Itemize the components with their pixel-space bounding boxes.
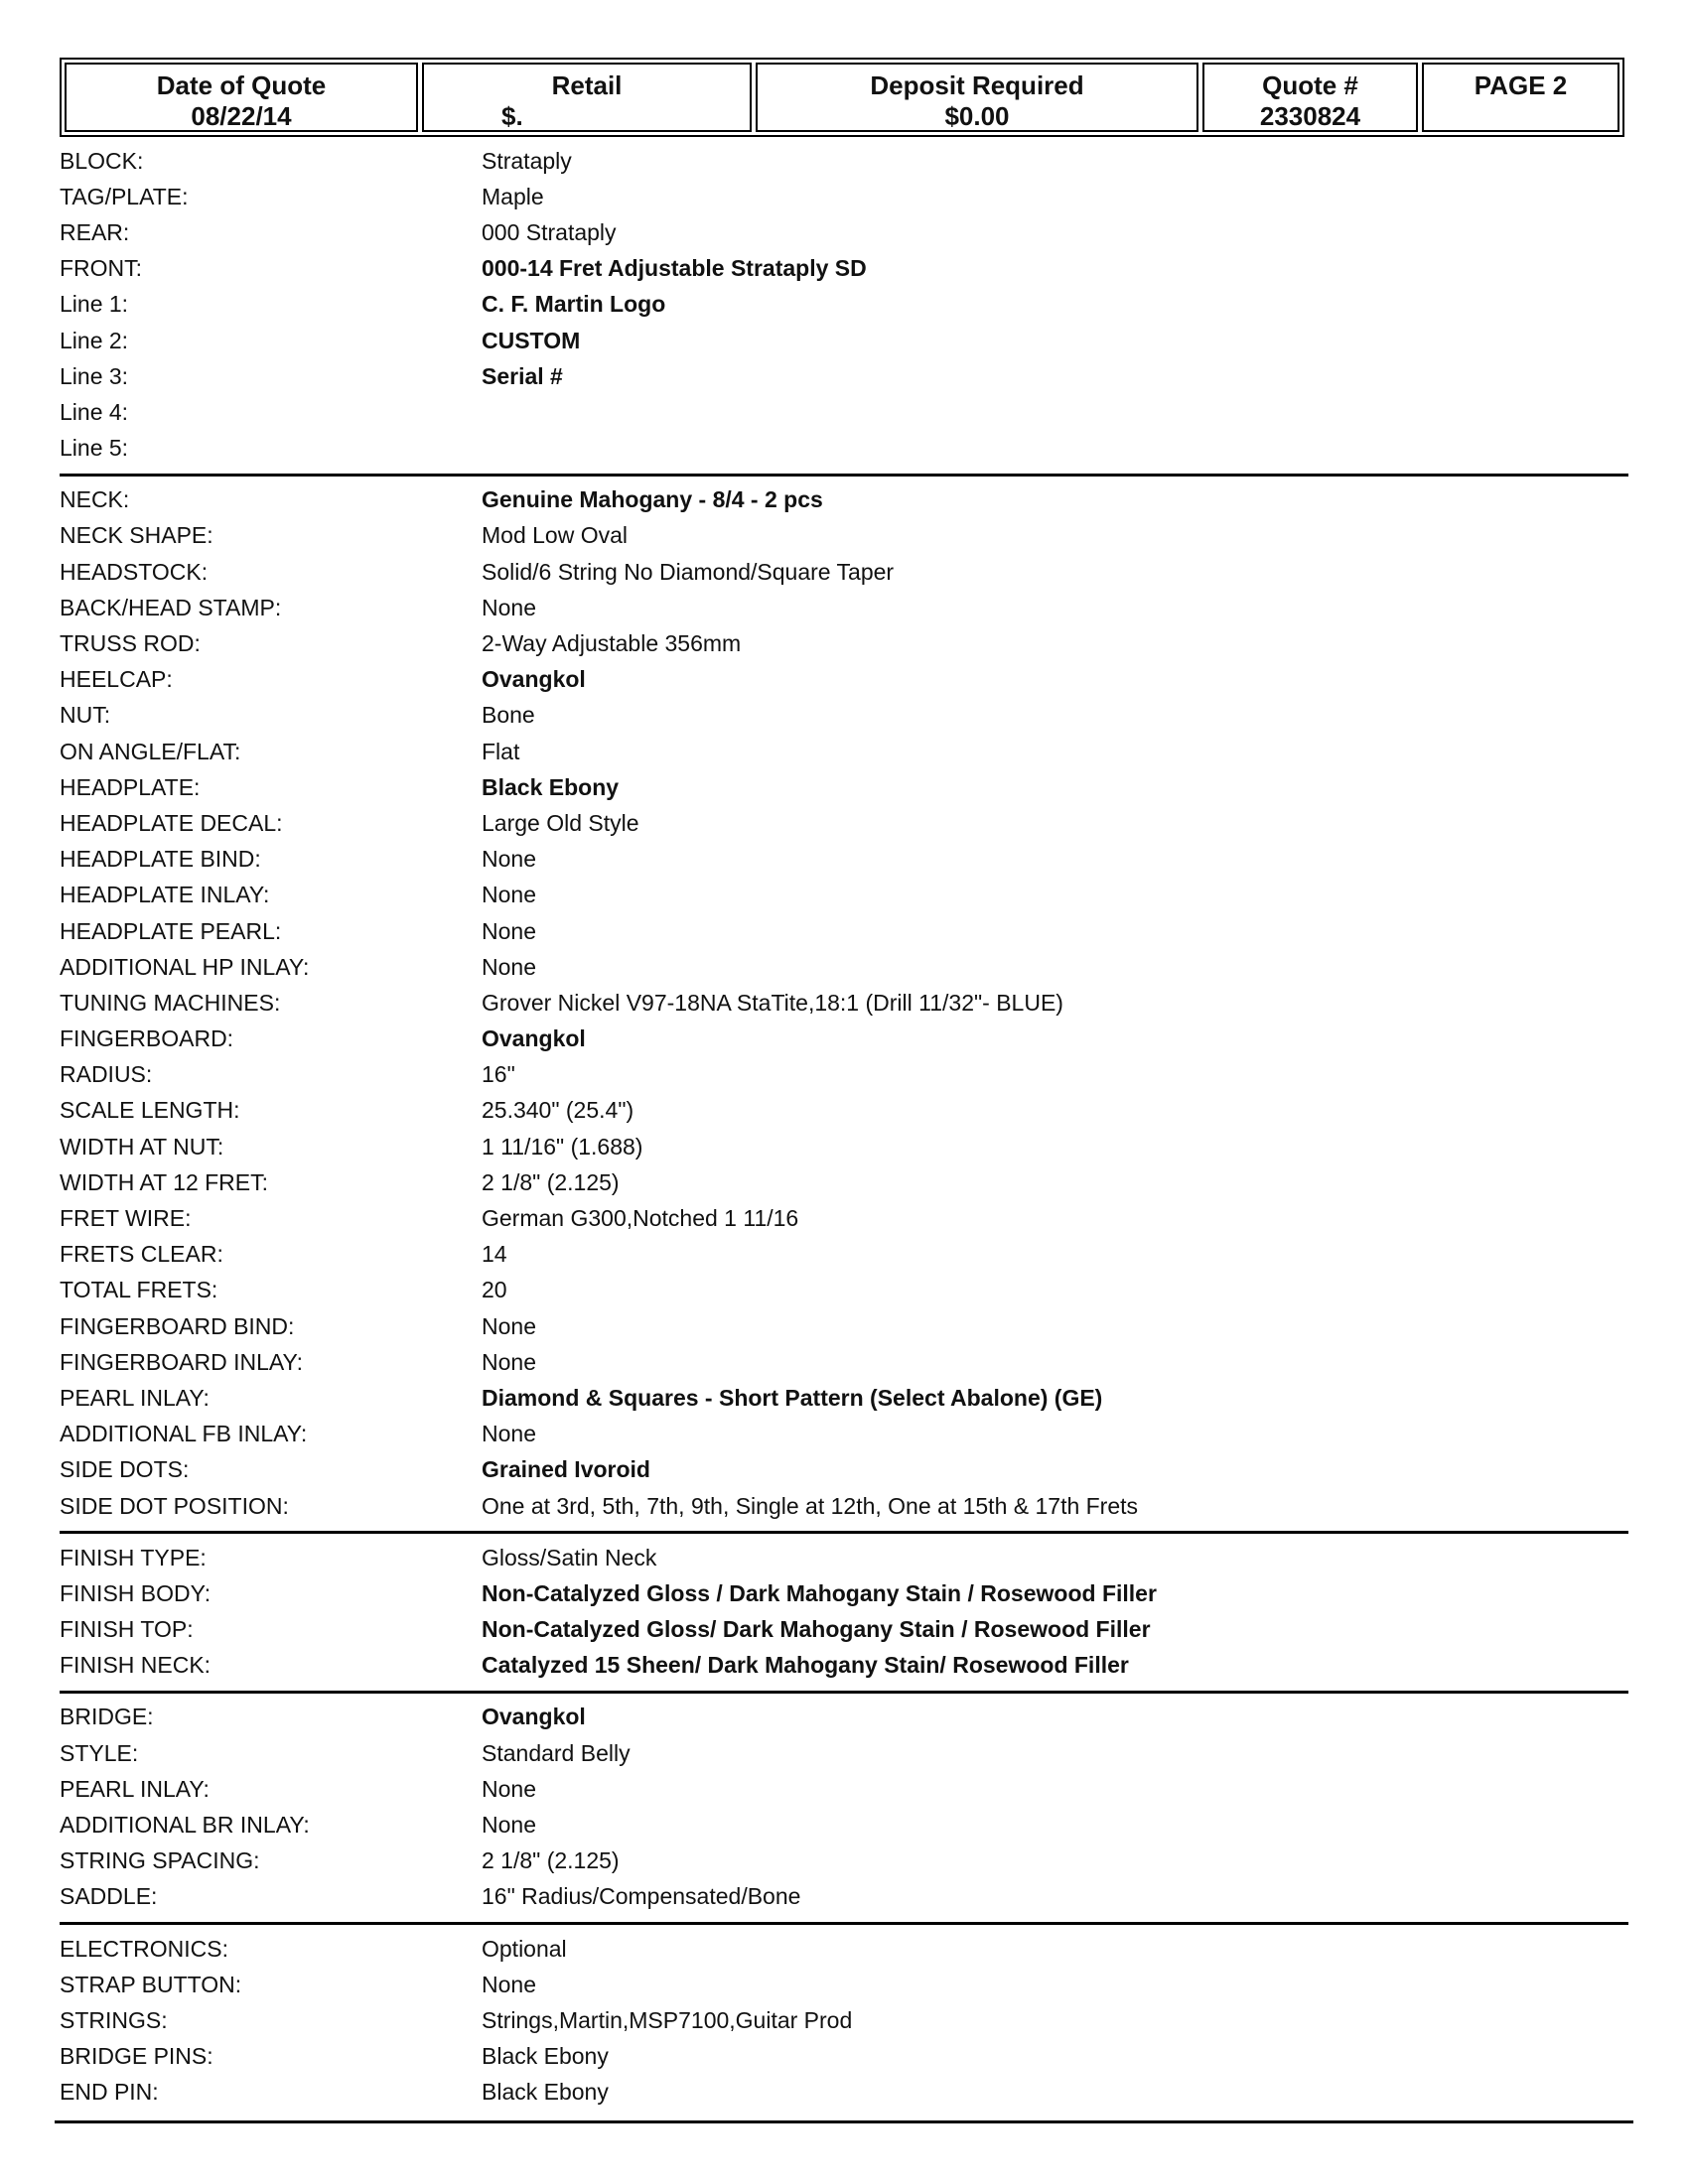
spec-row bbox=[60, 842, 1628, 878]
spec-row bbox=[60, 394, 1628, 430]
spec-label: ELECTRONICS: bbox=[60, 1935, 228, 1962]
spec-section bbox=[60, 1922, 1628, 2111]
spec-label: ON ANGLE/FLAT: bbox=[60, 738, 241, 764]
spec-section bbox=[60, 143, 1628, 467]
spec-value: None bbox=[482, 594, 536, 620]
spec-value: None bbox=[482, 1775, 536, 1802]
spec-label: BACK/HEAD STAMP: bbox=[60, 594, 282, 620]
spec-label: SIDE DOT POSITION: bbox=[60, 1492, 289, 1519]
spec-label: HEADSTOCK: bbox=[60, 558, 209, 585]
spec-value: Diamond & Squares - Short Pattern (Select Abalone) (GE) bbox=[482, 1384, 1103, 1411]
spec-label: Line 3: bbox=[60, 362, 129, 389]
spec-value: 16" bbox=[482, 1061, 515, 1088]
spec-label: Line 1: bbox=[60, 291, 129, 318]
spec-value: 2 1/8" (2.125) bbox=[482, 1847, 620, 1874]
spec-row bbox=[60, 554, 1628, 590]
spec-label: FRONT: bbox=[60, 255, 143, 282]
spec-value: None bbox=[482, 953, 536, 980]
spec-row bbox=[60, 179, 1628, 214]
spec-row bbox=[60, 1771, 1628, 1807]
spec-sheet bbox=[60, 143, 1628, 2111]
spec-row bbox=[60, 1273, 1628, 1308]
spec-row bbox=[60, 1612, 1628, 1648]
bottom-divider bbox=[55, 2120, 1633, 2123]
spec-row bbox=[60, 358, 1628, 394]
spec-label: ADDITIONAL HP INLAY: bbox=[60, 953, 310, 980]
spec-row bbox=[60, 323, 1628, 358]
quote-number-cell bbox=[1202, 63, 1418, 132]
spec-label: TOTAL FRETS: bbox=[60, 1277, 218, 1303]
spec-label: HEADPLATE: bbox=[60, 773, 201, 800]
spec-label: HEELCAP: bbox=[60, 666, 173, 693]
spec-row bbox=[60, 590, 1628, 625]
retail-label: Retail bbox=[551, 70, 623, 100]
spec-value: C. F. Martin Logo bbox=[482, 291, 666, 318]
spec-label: WIDTH AT 12 FRET: bbox=[60, 1168, 269, 1195]
spec-label: TRUSS ROD: bbox=[60, 630, 201, 657]
spec-value: Strataply bbox=[482, 147, 572, 174]
spec-value: Black Ebony bbox=[482, 773, 620, 800]
spec-label: FINISH TYPE: bbox=[60, 1544, 207, 1570]
spec-row bbox=[60, 878, 1628, 913]
spec-label: FINGERBOARD: bbox=[60, 1025, 234, 1052]
spec-label: STYLE: bbox=[60, 1739, 139, 1766]
spec-value: Flat bbox=[482, 738, 520, 764]
spec-label: SIDE DOTS: bbox=[60, 1456, 190, 1483]
spec-value: Black Ebony bbox=[482, 2079, 609, 2106]
spec-value: Strings,Martin,MSP7100,Guitar Prod bbox=[482, 2006, 853, 2033]
spec-row bbox=[60, 1575, 1628, 1611]
spec-value: Non-Catalyzed Gloss / Dark Mahogany Stain / Rosewood Filler bbox=[482, 1579, 1157, 1606]
spec-value: Non-Catalyzed Gloss/ Dark Mahogany Stain / Rosewood Filler bbox=[482, 1616, 1151, 1643]
spec-label: WIDTH AT NUT: bbox=[60, 1133, 224, 1160]
spec-row bbox=[60, 2075, 1628, 2111]
spec-row bbox=[60, 1700, 1628, 1735]
spec-row bbox=[60, 1057, 1628, 1093]
spec-value: Serial # bbox=[482, 362, 563, 389]
date-of-quote-value: 08/22/14 bbox=[191, 101, 292, 131]
spec-row bbox=[60, 143, 1628, 179]
spec-row bbox=[60, 1843, 1628, 1879]
spec-row bbox=[60, 985, 1628, 1021]
spec-value: 16" Radius/Compensated/Bone bbox=[482, 1883, 801, 1910]
spec-label: FINGERBOARD INLAY: bbox=[60, 1348, 303, 1375]
spec-section bbox=[60, 1531, 1628, 1684]
spec-value: 25.340" (25.4") bbox=[482, 1097, 634, 1124]
spec-label: TAG/PLATE: bbox=[60, 183, 189, 209]
spec-value: Ovangkol bbox=[482, 1704, 586, 1730]
spec-row bbox=[60, 805, 1628, 841]
spec-row bbox=[60, 1735, 1628, 1771]
spec-value: Optional bbox=[482, 1935, 567, 1962]
spec-label: NUT: bbox=[60, 702, 111, 729]
spec-label: HEADPLATE BIND: bbox=[60, 846, 261, 873]
spec-value: 1 11/16" (1.688) bbox=[482, 1133, 643, 1160]
spec-value: 14 bbox=[482, 1241, 507, 1268]
spec-row bbox=[60, 1164, 1628, 1200]
spec-value: Large Old Style bbox=[482, 809, 639, 836]
spec-value: None bbox=[482, 1312, 536, 1339]
spec-value: 2 1/8" (2.125) bbox=[482, 1168, 620, 1195]
spec-value: None bbox=[482, 1812, 536, 1839]
spec-label: BLOCK: bbox=[60, 147, 144, 174]
spec-label: NECK SHAPE: bbox=[60, 522, 213, 549]
spec-label: REAR: bbox=[60, 218, 130, 245]
spec-row bbox=[60, 482, 1628, 518]
spec-value: German G300,Notched 1 11/16 bbox=[482, 1205, 799, 1232]
spec-row bbox=[60, 1931, 1628, 1967]
spec-value: 000 Strataply bbox=[482, 218, 617, 245]
spec-label: HEADPLATE DECAL: bbox=[60, 809, 283, 836]
deposit-required-value: $0.00 bbox=[944, 101, 1010, 131]
spec-row bbox=[60, 1380, 1628, 1416]
retail-cell bbox=[422, 63, 752, 132]
spec-value: Mod Low Oval bbox=[482, 522, 629, 549]
retail-value: $. bbox=[501, 101, 523, 131]
spec-label: STRAP BUTTON: bbox=[60, 1971, 242, 1997]
spec-label: ADDITIONAL BR INLAY: bbox=[60, 1812, 310, 1839]
spec-section bbox=[60, 1691, 1628, 1915]
spec-row bbox=[60, 1488, 1628, 1524]
spec-row bbox=[60, 431, 1628, 467]
spec-row bbox=[60, 251, 1628, 287]
spec-label: NECK: bbox=[60, 486, 130, 513]
spec-row bbox=[60, 1879, 1628, 1915]
spec-label: PEARL INLAY: bbox=[60, 1384, 210, 1411]
deposit-required-label: Deposit Required bbox=[870, 70, 1084, 100]
spec-row bbox=[60, 1452, 1628, 1488]
spec-row bbox=[60, 1200, 1628, 1236]
spec-value: Genuine Mahogany - 8/4 - 2 pcs bbox=[482, 486, 823, 513]
spec-row bbox=[60, 2039, 1628, 2075]
spec-row bbox=[60, 734, 1628, 769]
spec-value: 2-Way Adjustable 356mm bbox=[482, 630, 742, 657]
spec-label: Line 4: bbox=[60, 398, 129, 425]
spec-row bbox=[60, 287, 1628, 323]
spec-value: 000-14 Fret Adjustable Strataply SD bbox=[482, 255, 867, 282]
spec-row bbox=[60, 1967, 1628, 2002]
spec-label: BRIDGE PINS: bbox=[60, 2043, 213, 2070]
spec-row bbox=[60, 1417, 1628, 1452]
page-number-cell bbox=[1422, 63, 1619, 132]
spec-label: ADDITIONAL FB INLAY: bbox=[60, 1421, 308, 1447]
spec-row bbox=[60, 1237, 1628, 1273]
spec-value: None bbox=[482, 846, 536, 873]
spec-value: Bone bbox=[482, 702, 535, 729]
spec-value: None bbox=[482, 1421, 536, 1447]
spec-value: None bbox=[482, 882, 536, 908]
spec-label: HEADPLATE PEARL: bbox=[60, 917, 282, 944]
spec-row bbox=[60, 913, 1628, 949]
spec-label: FINISH BODY: bbox=[60, 1579, 211, 1606]
spec-row bbox=[60, 1022, 1628, 1057]
spec-value: Catalyzed 15 Sheen/ Dark Mahogany Stain/ Rosewood Filler bbox=[482, 1652, 1129, 1679]
spec-label: Line 5: bbox=[60, 435, 129, 462]
spec-label: SCALE LENGTH: bbox=[60, 1097, 240, 1124]
spec-row bbox=[60, 1344, 1628, 1380]
spec-value: CUSTOM bbox=[482, 327, 581, 353]
quote-number-value: 2330824 bbox=[1259, 101, 1361, 131]
spec-value: Ovangkol bbox=[482, 1025, 586, 1052]
spec-value: None bbox=[482, 1971, 536, 1997]
date-of-quote-label: Date of Quote bbox=[156, 70, 327, 100]
spec-label: PEARL INLAY: bbox=[60, 1775, 210, 1802]
spec-row bbox=[60, 1807, 1628, 1843]
spec-label: FINISH TOP: bbox=[60, 1616, 194, 1643]
spec-label: FRET WIRE: bbox=[60, 1205, 192, 1232]
spec-value: Ovangkol bbox=[482, 666, 586, 693]
spec-value: None bbox=[482, 917, 536, 944]
spec-row bbox=[60, 2002, 1628, 2038]
spec-value: Gloss/Satin Neck bbox=[482, 1544, 657, 1570]
spec-row bbox=[60, 214, 1628, 250]
spec-label: SADDLE: bbox=[60, 1883, 158, 1910]
spec-row bbox=[60, 769, 1628, 805]
spec-row bbox=[60, 518, 1628, 554]
spec-label: HEADPLATE INLAY: bbox=[60, 882, 270, 908]
spec-value: Black Ebony bbox=[482, 2043, 609, 2070]
spec-value: Maple bbox=[482, 183, 544, 209]
spec-label: STRINGS: bbox=[60, 2006, 168, 2033]
spec-value: Standard Belly bbox=[482, 1739, 631, 1766]
spec-row bbox=[60, 1308, 1628, 1344]
spec-value: One at 3rd, 5th, 7th, 9th, Single at 12th, One at 15th & 17th Frets bbox=[482, 1492, 1139, 1519]
spec-row bbox=[60, 1648, 1628, 1684]
spec-row bbox=[60, 949, 1628, 985]
spec-row bbox=[60, 1540, 1628, 1575]
spec-row bbox=[60, 1093, 1628, 1129]
spec-value: Grover Nickel V97-18NA StaTite,18:1 (Drill 11/32"- BLUE) bbox=[482, 989, 1063, 1016]
spec-row bbox=[60, 662, 1628, 698]
spec-row bbox=[60, 625, 1628, 661]
spec-value: Solid/6 String No Diamond/Square Taper bbox=[482, 558, 895, 585]
spec-section bbox=[60, 474, 1628, 1524]
spec-label: END PIN: bbox=[60, 2079, 159, 2106]
spec-label: BRIDGE: bbox=[60, 1704, 154, 1730]
spec-label: STRING SPACING: bbox=[60, 1847, 260, 1874]
spec-value: Grained Ivoroid bbox=[482, 1456, 650, 1483]
date-of-quote-cell bbox=[65, 63, 418, 132]
spec-label: FRETS CLEAR: bbox=[60, 1241, 223, 1268]
deposit-required-cell bbox=[756, 63, 1198, 132]
spec-row bbox=[60, 1129, 1628, 1164]
spec-label: Line 2: bbox=[60, 327, 129, 353]
spec-label: FINGERBOARD BIND: bbox=[60, 1312, 295, 1339]
spec-row bbox=[60, 698, 1628, 734]
spec-label: RADIUS: bbox=[60, 1061, 153, 1088]
quote-number-label: Quote # bbox=[1262, 70, 1358, 100]
spec-label: FINISH NECK: bbox=[60, 1652, 211, 1679]
quote-header-table bbox=[60, 58, 1624, 137]
spec-value: 20 bbox=[482, 1277, 507, 1303]
page-number-label: PAGE 2 bbox=[1474, 70, 1568, 100]
spec-label: TUNING MACHINES: bbox=[60, 989, 281, 1016]
spec-value: None bbox=[482, 1348, 536, 1375]
